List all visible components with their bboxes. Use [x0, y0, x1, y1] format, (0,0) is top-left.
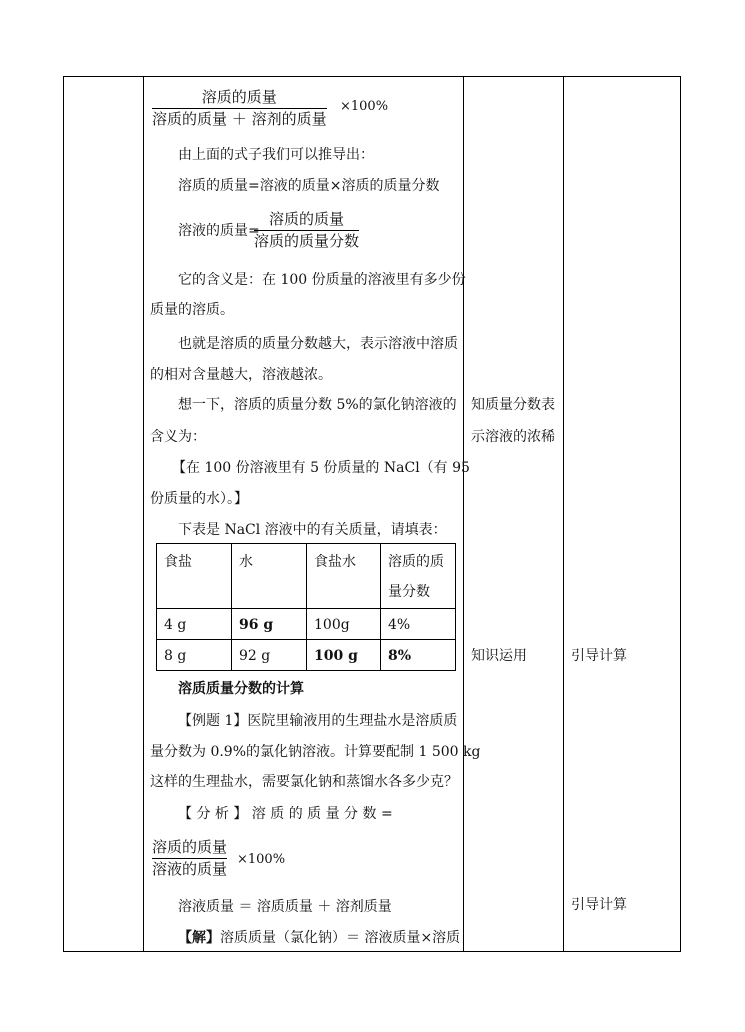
calc-heading: 溶质质量分数的计算 [178, 681, 304, 697]
answer-line-1: 【在 100 份溶液里有 5 份质量的 NaCl（有 95 [172, 460, 470, 476]
guide-calc-2: 引导计算 [571, 897, 627, 913]
solution-mass-sum: 溶液质量 ＝ 溶质质量 ＋ 溶剂质量 [178, 899, 392, 915]
table-intro: 下表是 NaCl 溶液中的有关质量，请填表： [178, 522, 447, 538]
larger-line-1: 也就是溶质的质量分数越大，表示溶液中溶质 [178, 336, 458, 352]
solution-mass-denominator: 溶质的质量分数 [254, 232, 360, 250]
column-divider-3 [563, 76, 564, 952]
column-divider-2 [463, 76, 464, 952]
larger-line-2: 的相对含量越大，溶液越浓。 [150, 367, 332, 383]
solution-mass-numerator: 溶质的质量 [269, 210, 345, 228]
meaning-line-1: 它的含义是：在 100 份质量的溶液里有多少份 [178, 272, 466, 288]
table-header-water: 水 [239, 554, 253, 570]
table-header-brine: 食盐水 [314, 554, 356, 570]
meaning-line-2: 质量的溶质。 [150, 302, 234, 318]
solve-label: 【解】 [178, 930, 220, 946]
formula-times-100: ×100% [340, 99, 389, 114]
solution-mass-fraction [254, 210, 359, 251]
example-line-3: 这样的生理盐水，需要氯化钠和蒸馏水各多少克？ [150, 774, 458, 790]
analysis-line: 【 分 析 】 溶 质 的 质 量 分 数 = [178, 806, 393, 822]
table-row-2-water: 92 g [239, 648, 271, 664]
table-row-2-fraction: 8% [388, 648, 412, 664]
column-divider-1 [143, 76, 144, 952]
mass-fraction-formula [152, 88, 327, 129]
formula-numerator: 溶质的质量 [201, 88, 277, 106]
fraction-2-numerator: 溶质的质量 [152, 838, 228, 856]
table-row-2-salt: 8 g [164, 648, 187, 664]
formula-2-times-100: ×100% [237, 852, 286, 867]
nacl-table-vline-3 [380, 543, 381, 671]
table-header-fraction-1: 溶质的质 [388, 554, 444, 570]
example-line-2: 量分数为 0.9%的氯化钠溶液。计算要配制 1 500 kg [150, 744, 481, 760]
fraction-2-denominator: 溶液的质量 [152, 860, 228, 878]
goal-line-1: 知质量分数表 [471, 397, 555, 413]
formula-denominator: 溶质的质量 ＋ 溶剂的质量 [152, 110, 327, 128]
solve-line [178, 929, 460, 947]
answer-line-2: 份质量的水）。】 [150, 491, 248, 507]
derive-intro: 由上面的式子我们可以推导出： [178, 147, 374, 163]
think-line-1: 想一下，溶质的质量分数 5%的氯化钠溶液的 [178, 397, 457, 413]
fraction-bar [152, 858, 227, 859]
table-row-1-water: 96 g [239, 617, 274, 633]
fraction-bar [152, 108, 327, 109]
table-header-salt: 食盐 [164, 554, 192, 570]
knowledge-application: 知识运用 [471, 648, 527, 664]
think-line-2: 含义为： [150, 429, 206, 445]
solute-mass-equation: 溶质的质量=溶液的质量×溶质的质量分数 [178, 178, 440, 194]
fraction-bar [254, 230, 359, 231]
nacl-table-vline-1 [231, 543, 232, 671]
table-header-fraction-2: 量分数 [388, 584, 430, 600]
guide-calc-1: 引导计算 [571, 648, 627, 664]
table-row-1-brine: 100g [314, 617, 350, 633]
table-row-2-brine: 100 g [314, 648, 358, 664]
solve-text: 溶质质量（氯化钠）＝ 溶液质量×溶质 [220, 930, 461, 946]
table-row-1-fraction: 4% [388, 617, 411, 633]
nacl-table-vline-2 [306, 543, 307, 671]
example-line-1: 【例题 1】医院里输液用的生理盐水是溶质质 [178, 713, 458, 729]
mass-fraction-formula-2 [152, 838, 227, 879]
goal-line-2: 示溶液的浓稀 [471, 429, 555, 445]
table-row-1-salt: 4 g [164, 617, 187, 633]
solution-mass-label: 溶液的质量= [178, 223, 260, 239]
